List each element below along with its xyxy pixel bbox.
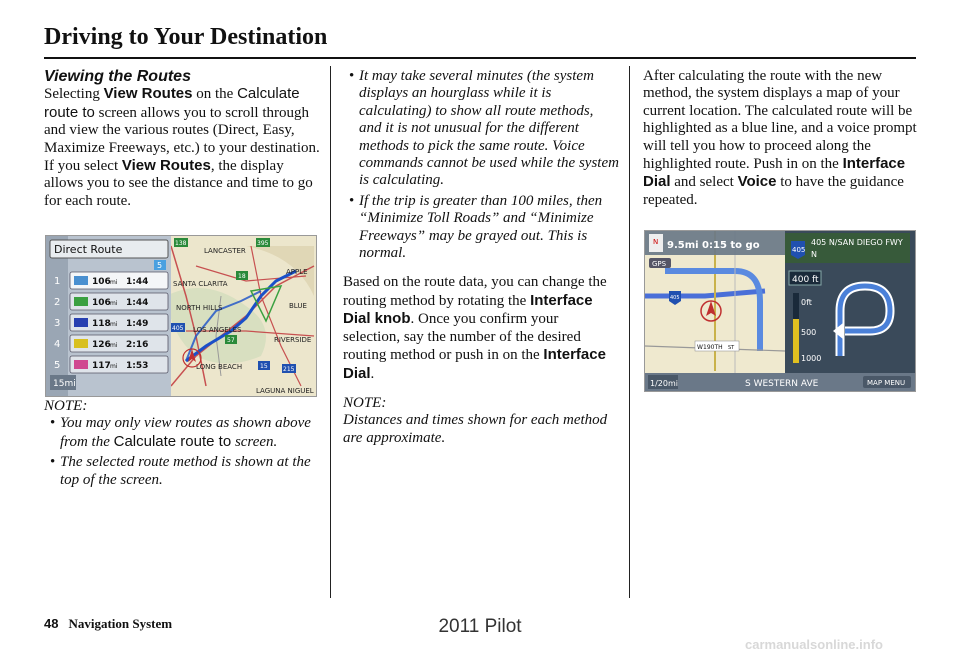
route-time: 2:16 bbox=[126, 340, 149, 350]
route-distance: 117 bbox=[92, 361, 111, 371]
route-number: 3 bbox=[54, 318, 61, 329]
note-bullet: • It may take several minutes (the system displays an hourglass while it is calculating) to show all route methods, and it is not unusual for the different methods to pick the same route. Voice commands cannot be used while the system is calculating. bbox=[343, 68, 619, 190]
route-time: 1:53 bbox=[126, 361, 149, 371]
svg-text:APPLE: APPLE bbox=[286, 268, 308, 276]
svg-text:BLUE: BLUE bbox=[289, 302, 307, 310]
current-street: S WESTERN AVE bbox=[745, 379, 819, 389]
route-time: 1:44 bbox=[126, 277, 149, 287]
route-screen-scale: 15mi bbox=[53, 379, 76, 389]
section-name: Navigation System bbox=[68, 616, 173, 631]
route-color-swatch bbox=[74, 318, 88, 327]
svg-text:LOS ANGELES: LOS ANGELES bbox=[193, 326, 242, 334]
guidance-screenshot bbox=[644, 230, 916, 392]
svg-text:405: 405 bbox=[172, 325, 184, 332]
note-bullet: • If the trip is greater than 100 miles, then “Minimize Toll Roads” and “Minimize Freeways” may be grayed out. This is normal. bbox=[343, 193, 619, 263]
note-text: Distances and times shown for each method are approximate. bbox=[343, 412, 608, 446]
svg-text:405: 405 bbox=[792, 246, 806, 254]
svg-text:ST: ST bbox=[728, 345, 735, 351]
left-notes bbox=[44, 398, 320, 492]
middle-column bbox=[343, 68, 619, 447]
svg-text:405: 405 bbox=[670, 295, 680, 301]
route-color-swatch bbox=[74, 297, 88, 306]
svg-text:NORTH HILLS: NORTH HILLS bbox=[176, 304, 223, 312]
svg-text:N: N bbox=[811, 250, 817, 259]
svg-text:1000: 1000 bbox=[801, 354, 822, 363]
compass-icon: N bbox=[653, 238, 659, 246]
route-unit: mi bbox=[110, 342, 118, 349]
route-distance: 126 bbox=[92, 340, 111, 350]
route-time: 1:44 bbox=[126, 298, 149, 308]
route-map-svg bbox=[46, 236, 316, 396]
svg-text:18: 18 bbox=[238, 273, 246, 280]
svg-text:138: 138 bbox=[175, 240, 187, 247]
svg-text:LANCASTER: LANCASTER bbox=[204, 247, 246, 255]
column-divider-right bbox=[629, 66, 630, 598]
guidance-map-svg bbox=[645, 231, 915, 391]
gps-icon: GPS bbox=[652, 260, 667, 268]
note-label: NOTE: bbox=[343, 394, 387, 411]
svg-text:W: W bbox=[697, 344, 703, 351]
left-paragraph: Selecting View Routes on the Calculate route to screen allows you to scroll through and view the various routes (Direct, Easy, Maximize Freeways, etc.) to your destination. If you select View Routes, the display allows you to see the distance and time to go for each route. bbox=[44, 85, 320, 209]
svg-text:15: 15 bbox=[260, 363, 268, 370]
to-go-readout: 9.5mi 0:15 to go bbox=[667, 240, 760, 251]
route-unit: mi bbox=[110, 321, 118, 328]
route-screen-title: Direct Route bbox=[54, 243, 123, 256]
route-color-swatch bbox=[74, 276, 88, 285]
svg-text:LAGUNA NIGUEL: LAGUNA NIGUEL bbox=[256, 387, 314, 395]
distance-box: 400 ft bbox=[792, 275, 819, 285]
route-distance: 106 bbox=[92, 277, 111, 287]
route-unit: mi bbox=[110, 363, 118, 370]
page-title: Driving to Your Destination bbox=[44, 24, 328, 50]
left-column bbox=[44, 68, 320, 210]
note-bullet: • The selected route method is shown at the top of the screen. bbox=[44, 454, 320, 489]
route-unit: mi bbox=[110, 279, 118, 286]
model-label: 2011 Pilot bbox=[438, 616, 522, 637]
route-number: 5 bbox=[54, 360, 61, 371]
title-rule bbox=[44, 57, 916, 59]
map-menu-button: MAP MENU bbox=[867, 379, 906, 387]
route-distance: 118 bbox=[92, 319, 111, 329]
section-heading: Viewing the Routes bbox=[44, 68, 191, 85]
route-number: 2 bbox=[54, 297, 61, 308]
road-name: 405 N/SAN DIEGO FWY bbox=[811, 238, 903, 247]
route-color-swatch bbox=[74, 360, 88, 369]
svg-text:215: 215 bbox=[283, 366, 295, 373]
svg-text:57: 57 bbox=[227, 337, 235, 344]
route-unit: mi bbox=[110, 300, 118, 307]
page-number: 48 bbox=[44, 616, 59, 631]
route-number: 4 bbox=[54, 339, 61, 350]
note-label: NOTE: bbox=[44, 398, 88, 414]
svg-text:190TH: 190TH bbox=[703, 344, 723, 351]
route-distance: 106 bbox=[92, 298, 111, 308]
svg-text:395: 395 bbox=[257, 240, 269, 247]
column-divider-left bbox=[330, 66, 331, 598]
right-column bbox=[643, 68, 918, 209]
route-number: 1 bbox=[54, 276, 61, 287]
middle-paragraph: Based on the route data, you can change the routing method by rotating the Interface Dial knob. Once you confirm your selection, say the number of the desired routing method or push in on the Interface Dial. bbox=[343, 274, 607, 382]
route-color-swatch bbox=[74, 339, 88, 348]
svg-text:5: 5 bbox=[157, 261, 163, 270]
note-bullet: • You may only view routes as shown above from the Calculate route to screen. bbox=[44, 415, 320, 451]
svg-text:LONG BEACH: LONG BEACH bbox=[196, 363, 243, 371]
right-paragraph: After calculating the route with the new method, the system displays a map of your current location. The calculated route will be highlighted as a blue line, and a voice prompt will tell you how to proceed along the highlighted route. Push in on the Interface Dial and select Voice to have the guidance repeated. bbox=[643, 68, 917, 208]
svg-text:0ft: 0ft bbox=[801, 298, 812, 307]
route-list-screenshot bbox=[45, 235, 317, 397]
route-time: 1:49 bbox=[126, 319, 149, 329]
watermark: carmanualsonline.info bbox=[745, 637, 883, 652]
map-scale: 1/20mi bbox=[650, 379, 678, 388]
svg-text:500: 500 bbox=[801, 328, 817, 337]
svg-text:SANTA CLARITA: SANTA CLARITA bbox=[173, 280, 228, 288]
svg-text:RIVERSIDE: RIVERSIDE bbox=[274, 336, 312, 344]
